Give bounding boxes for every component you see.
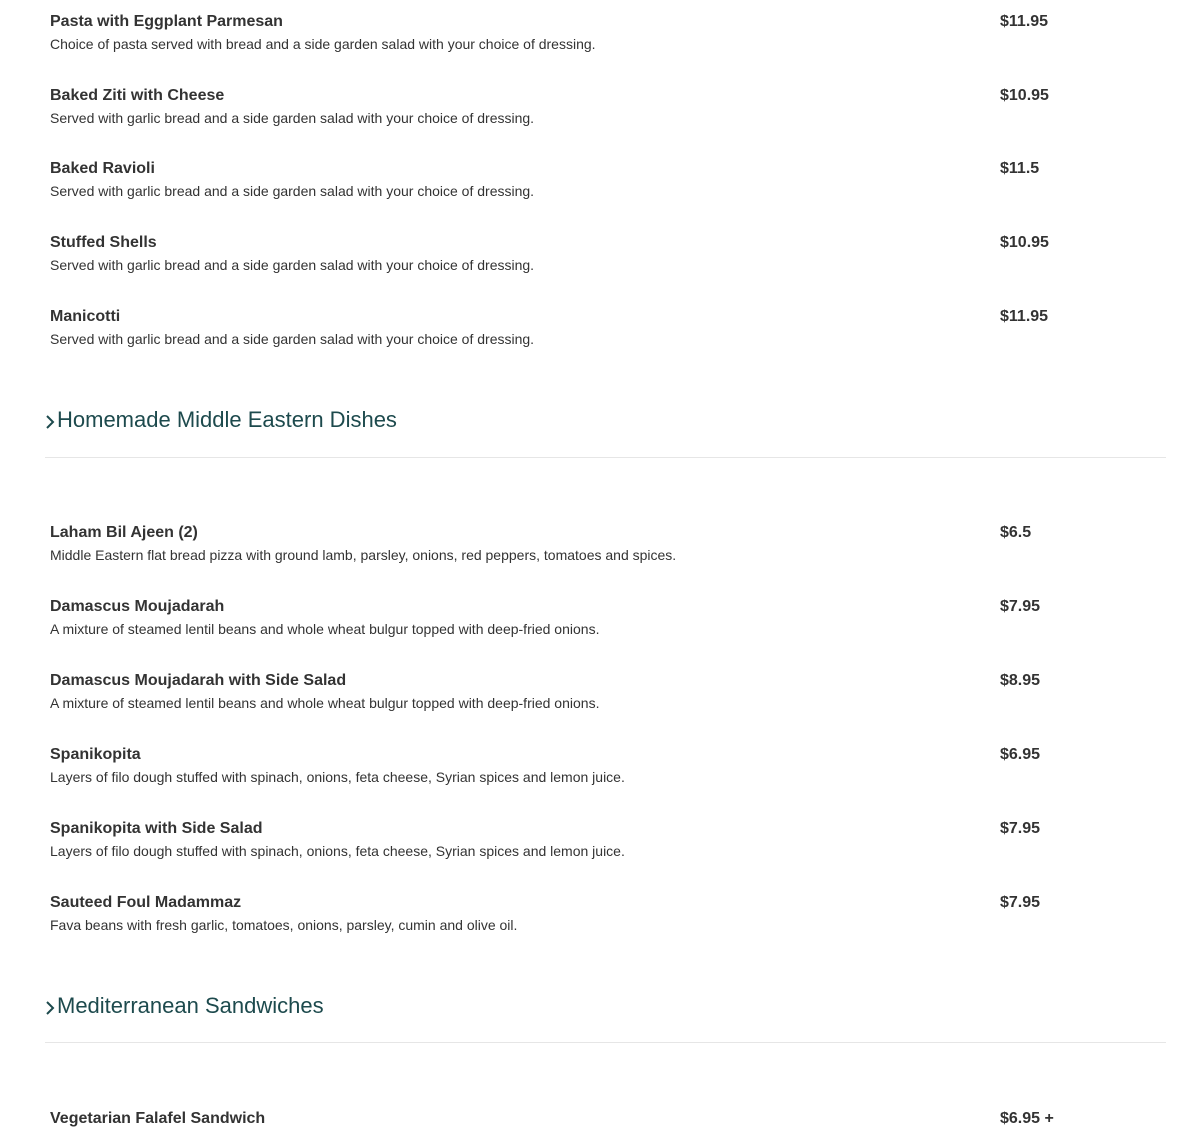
item-price: $11.95 xyxy=(1000,308,1049,325)
item-description: Served with garlic bread and a side garden salad with your choice of dressing. xyxy=(50,257,535,273)
menu-item[interactable] xyxy=(50,1109,1150,1131)
item-name: Spanikopita with Side Salad xyxy=(50,820,263,837)
item-name: Laham Bil Ajeen (2) xyxy=(50,524,198,541)
item-name: Manicotti xyxy=(50,308,121,325)
item-price: $7.95 xyxy=(1000,820,1041,837)
item-description: Served with garlic bread and a side garden salad with your choice of dressing. xyxy=(50,183,535,199)
item-name: Vegetarian Falafel Sandwich xyxy=(50,1110,266,1127)
menu-item[interactable] xyxy=(50,307,1150,367)
item-price: $7.95 xyxy=(1000,598,1041,615)
item-name: Baked Ziti with Cheese xyxy=(50,87,225,104)
menu-item[interactable] xyxy=(50,671,1150,731)
item-price: $10.95 xyxy=(1000,234,1049,251)
item-price: $6.95 + xyxy=(1000,1110,1054,1127)
section-title: Homemade Middle Eastern Dishes xyxy=(57,407,397,432)
item-description: Middle Eastern flat bread pizza with ground lamb, parsley, onions, red peppers, tomatoes and spices. xyxy=(50,547,677,563)
menu-item[interactable] xyxy=(50,893,1150,953)
menu-item[interactable] xyxy=(50,745,1150,805)
section-title: Mediterranean Sandwiches xyxy=(57,993,324,1018)
menu-item[interactable] xyxy=(50,523,1150,583)
item-price: $11.95 xyxy=(1000,13,1049,30)
section-divider xyxy=(45,457,1166,458)
item-description: A mixture of steamed lentil beans and whole wheat bulgur topped with deep-fried onions. xyxy=(50,695,600,711)
chevron-right-icon xyxy=(45,998,57,1018)
menu-item[interactable] xyxy=(50,12,1150,72)
item-price: $11.5 xyxy=(1000,160,1040,177)
section-divider xyxy=(45,1042,1166,1043)
item-name: Sauteed Foul Madammaz xyxy=(50,894,242,911)
item-price: $8.95 xyxy=(1000,672,1041,689)
item-price: $6.95 xyxy=(1000,746,1041,763)
item-description: Layers of filo dough stuffed with spinach, onions, feta cheese, Syrian spices and lemon juice. xyxy=(50,769,625,785)
item-price: $7.95 xyxy=(1000,894,1041,911)
menu-item[interactable] xyxy=(50,86,1150,146)
item-description: Fava beans with fresh garlic, tomatoes, onions, parsley, cumin and olive oil. xyxy=(50,917,518,933)
menu-item[interactable] xyxy=(50,597,1150,657)
item-description: Served with garlic bread and a side garden salad with your choice of dressing. xyxy=(50,110,535,126)
menu-item[interactable] xyxy=(50,233,1150,293)
chevron-right-icon xyxy=(45,412,57,432)
item-price: $10.95 xyxy=(1000,87,1049,104)
item-name: Damascus Moujadarah with Side Salad xyxy=(50,672,347,689)
item-description: Choice of pasta served with bread and a side garden salad with your choice of dressing. xyxy=(50,36,596,52)
item-description: Served with garlic bread and a side garden salad with your choice of dressing. xyxy=(50,331,535,347)
item-name: Spanikopita xyxy=(50,746,141,763)
menu-item[interactable] xyxy=(50,159,1150,219)
menu-item[interactable] xyxy=(50,819,1150,879)
item-price: $6.5 xyxy=(1000,524,1032,541)
item-name: Damascus Moujadarah xyxy=(50,598,225,615)
section-header-sandwiches[interactable] xyxy=(45,992,1166,1052)
item-name: Pasta with Eggplant Parmesan xyxy=(50,13,283,30)
item-description: Layers of filo dough stuffed with spinach, onions, feta cheese, Syrian spices and lemon juice. xyxy=(50,843,625,859)
item-name: Stuffed Shells xyxy=(50,234,157,251)
item-name: Baked Ravioli xyxy=(50,160,155,177)
item-description: A mixture of steamed lentil beans and whole wheat bulgur topped with deep-fried onions. xyxy=(50,621,600,637)
